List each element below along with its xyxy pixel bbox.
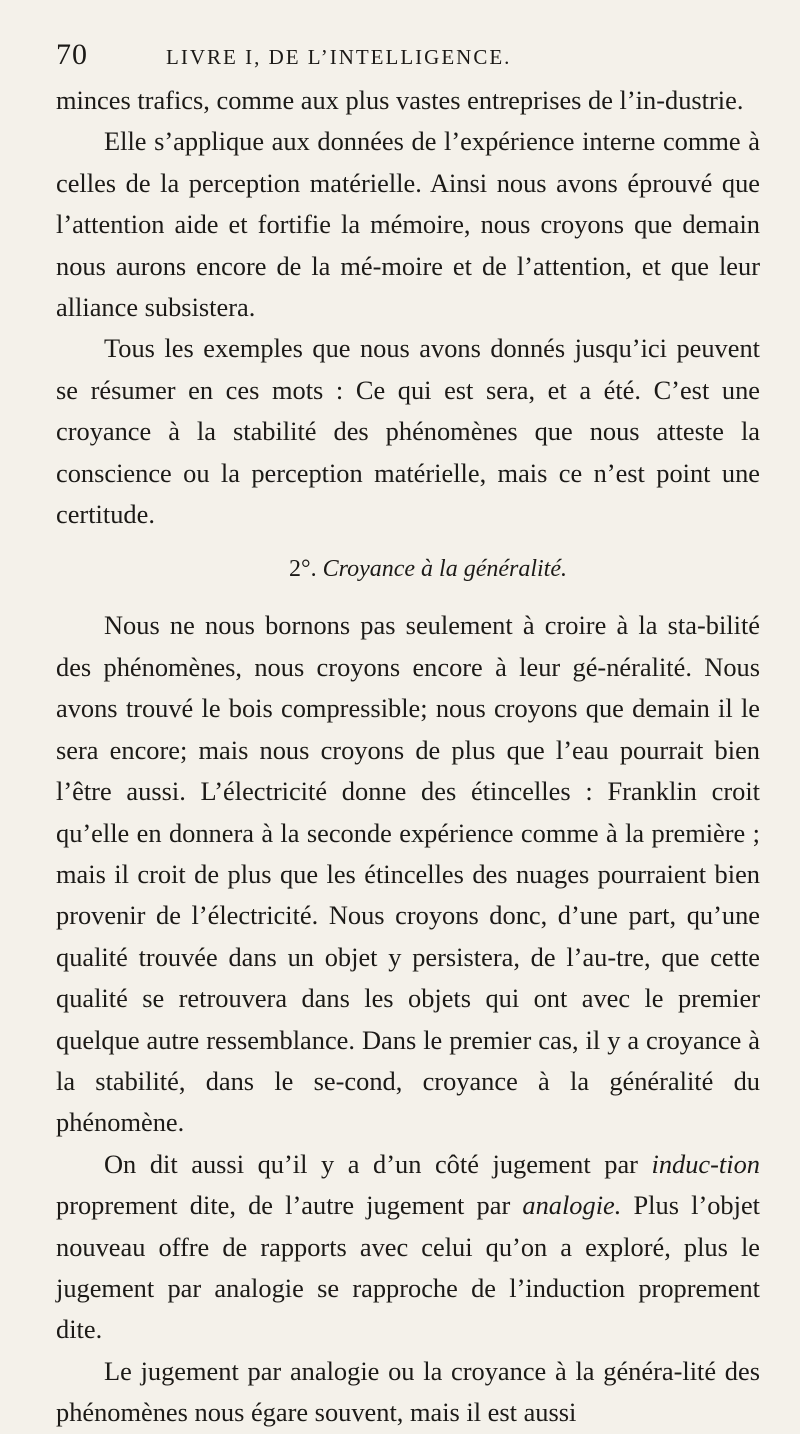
paragraph-summary: Tous les exemples que nous avons donnés jusqu’ici peuvent se résumer en ces mots : Ce qui est sera, et a été. C’est une croyance à la stabilité des phénomènes que nous atteste la conscience ou la perception matérielle, mais ce n’est point une certitude. xyxy=(56,333,760,530)
paragraph-analogy-errors: Le jugement par analogie ou la croyance à la généra-lité des phénomènes nous égare souvent, mais il est aussi xyxy=(56,1355,760,1428)
paragraph-internal-experience: Elle s’applique aux données de l’expérience interne comme à celles de la perception matérielle. Ainsi nous avons éprouvé que l’attention aide et fortifie la mémoire, nous croyons que demain nous aurons encore de la mé-moire et de l’attention, et que leur alliance subsistera. xyxy=(56,126,760,323)
text-run: proprement dite, de l’autre jugement par xyxy=(56,1190,523,1221)
section-title: Croyance à la généralité. xyxy=(322,556,567,583)
emphasis-analogie: analogie. xyxy=(522,1190,622,1221)
emphasis-induction: induc-tion xyxy=(651,1148,760,1179)
paragraph-continuation: minces trafics, comme aux plus vastes entreprises de l’in-dustrie. xyxy=(56,85,744,115)
running-head xyxy=(56,38,760,78)
page-number: 70 xyxy=(56,38,88,71)
text-run: Plus l’objet nouveau offre de rapports avec celui qu’on a exploré, plus le jugement par analogie se rapproche de l’induction proprement dite. xyxy=(56,1190,761,1345)
section-number: 2°. xyxy=(289,556,317,583)
paragraph-generality: Nous ne nous bornons pas seulement à croire à la sta-bilité des phénomènes, nous croyons encore à leur gé-néralité. Nous avons trouvé le bois compressible; nous croyons que demain il le sera encore; mais nous croyons de plus que l’eau pourrait bien l’être aussi. L’électricité donne des étincelles : Franklin croit qu’elle en donnera à la seconde expérience comme à la première ; mais il croit de plus que les étincelles des nuages pourraient bien provenir de l’électricité. Nous croyons donc, d’une part, qu’une qualité trouvée dans un objet y persistera, de l’au-tre, que cette qualité se retrouvera dans les objets qui ont avec le premier quelque autre ressemblance. Dans le premier cas, il y a croyance à la stabilité, dans le se-cond, croyance à la généralité du phénomène. xyxy=(56,610,760,1138)
paragraph-induction-analogy xyxy=(56,1144,760,1351)
text-run: On dit aussi qu’il y a d’un côté jugement par xyxy=(104,1148,652,1179)
body-text xyxy=(56,80,760,1434)
section-heading xyxy=(56,551,760,587)
running-title: LIVRE I, DE L’INTELLIGENCE. xyxy=(166,45,512,69)
